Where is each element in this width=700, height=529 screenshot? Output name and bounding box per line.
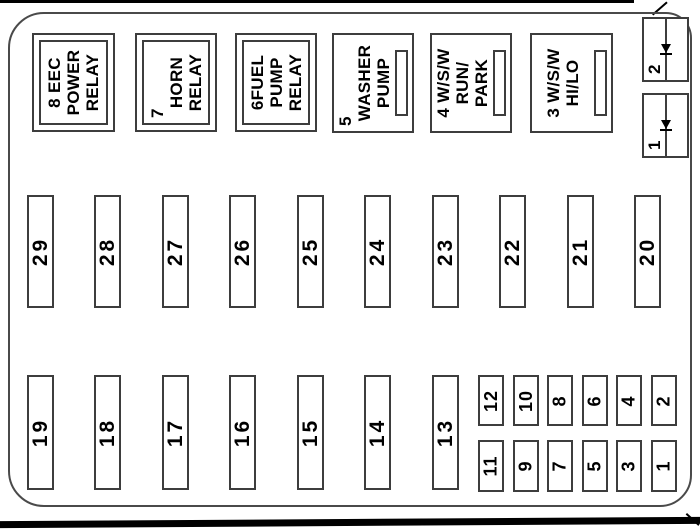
diode-arrow: [661, 120, 671, 129]
diode-icon: [660, 44, 672, 55]
fuse-7: [547, 440, 573, 492]
fuse-15: [297, 375, 324, 490]
bottom-edge-bar: [0, 517, 700, 528]
fuse-slot: [594, 50, 607, 116]
relay-label-rotated: [244, 42, 308, 123]
relay-inner-frame: [142, 40, 210, 125]
relay-label-line: PUMP: [374, 57, 393, 109]
relay-fuel-pump-relay: [235, 33, 317, 132]
fuse-number: 26: [231, 236, 255, 267]
relay-wsw-hi-lo: [530, 33, 613, 133]
relay-label-lines: [532, 35, 594, 131]
fuse-17: [162, 375, 189, 490]
fuse-number: 11: [481, 455, 501, 477]
fuse-14: [364, 375, 391, 490]
fuse-slot: [395, 50, 408, 116]
relay-label-line: 7: [147, 108, 167, 118]
relay-label-rotated: [532, 35, 611, 131]
breaker-content-rotated: [644, 19, 687, 80]
breaker-number: 1: [645, 140, 664, 150]
relay-label-line: POWER: [64, 49, 83, 116]
fuse-number: 8: [549, 394, 570, 407]
relay-inner-frame: [242, 40, 310, 125]
fuse-number: 1: [653, 460, 674, 472]
relay-label-line: 6FUEL: [247, 54, 267, 111]
relay-label-line: RELAY: [185, 53, 205, 112]
fuse-number: 20: [636, 236, 660, 267]
fuse-23: [432, 195, 459, 308]
fuse-number: 15: [299, 417, 323, 448]
fuse-6: [582, 375, 608, 426]
fuse-11: [478, 440, 504, 492]
fuse-number: 19: [29, 417, 53, 448]
fuse-number: 21: [569, 236, 593, 267]
diode-bar: [660, 53, 672, 55]
breaker-2: [642, 17, 689, 82]
fuse-22: [499, 195, 526, 308]
diode-icon: [660, 120, 672, 131]
relay-label-line: RUN/: [453, 61, 472, 105]
diode-arrow: [661, 44, 671, 53]
fuse-8: [547, 375, 573, 426]
relay-label-lines: [334, 35, 395, 131]
relay-label-line: PUMP: [266, 57, 286, 108]
relay-wsw-run-park: [430, 33, 512, 133]
fuse-number: 17: [164, 417, 188, 448]
fuse-27: [162, 195, 189, 308]
fuse-number: 14: [366, 417, 390, 448]
fuse-26: [229, 195, 256, 308]
relay-label-rotated: [144, 42, 208, 123]
diode-bar: [660, 129, 672, 131]
fuse-28: [94, 195, 121, 308]
fuse-9: [513, 440, 539, 492]
fuse-number: 16: [231, 417, 255, 448]
fuse-4: [616, 375, 642, 426]
fuse-number: 29: [29, 236, 53, 267]
fuse-number: 23: [434, 236, 458, 267]
fuse-number: 7: [549, 460, 570, 472]
fuse-29: [27, 195, 54, 308]
fuse-18: [94, 375, 121, 490]
relay-label-line: HI/LO: [563, 59, 582, 107]
relay-horn-relay: [135, 33, 217, 132]
fuse-2: [651, 375, 677, 426]
breaker-number: 2: [645, 64, 664, 74]
fuse-number: 5: [584, 460, 605, 472]
relay-washer-pump: [332, 33, 414, 133]
fuse-number: 4: [618, 394, 639, 407]
fuse-3: [616, 440, 642, 492]
fuse-19: [27, 375, 54, 490]
fuse-24: [364, 195, 391, 308]
relay-label-rotated: [432, 35, 510, 131]
fuse-20: [634, 195, 661, 308]
relay-label-line: 8 EEC: [45, 57, 64, 108]
relay-label-rotated: [41, 42, 106, 123]
relay-label-line: PARK: [472, 58, 491, 108]
fuse-number: 2: [653, 394, 674, 407]
relay-label-line: RELAY: [83, 53, 102, 112]
fuse-number: 25: [299, 236, 323, 267]
fuse-21: [567, 195, 594, 308]
relay-label-line: RELAY: [285, 53, 305, 112]
breaker-content-rotated: [644, 95, 687, 156]
fuse-5: [582, 440, 608, 492]
fuse-number: 12: [481, 389, 501, 412]
fuse-12: [478, 375, 504, 426]
fuse-16: [229, 375, 256, 490]
fuse-13: [432, 375, 459, 490]
fuse-number: 10: [516, 389, 536, 412]
fuse-10: [513, 375, 539, 426]
fuse-number: 22: [501, 236, 525, 267]
relay-eec-power-relay: [32, 33, 115, 132]
fuse-number: 27: [164, 236, 188, 267]
fuse-slot: [493, 50, 506, 116]
fuse-number: 24: [366, 236, 390, 267]
relay-label-line: HORN: [166, 56, 186, 109]
top-edge-bar: [0, 0, 634, 3]
fuse-number: 18: [96, 417, 120, 448]
fuse-number: 3: [618, 460, 639, 472]
fuse-number: 13: [434, 417, 458, 448]
relay-label-lines: [432, 35, 493, 131]
fuse-1: [651, 440, 677, 492]
fuse-25: [297, 195, 324, 308]
relay-label-line: 3 W/S/W: [544, 48, 563, 118]
relay-label-line: WASHER: [355, 44, 374, 122]
relay-inner-frame: [39, 40, 108, 125]
relay-label-line: 4 W/S/W: [434, 48, 453, 118]
relay-label-line: 5: [336, 116, 355, 126]
breaker-1: [642, 93, 689, 158]
fuse-number: 9: [515, 460, 536, 472]
relay-label-rotated: [334, 35, 412, 131]
fuse-number: 28: [96, 236, 120, 267]
fuse-number: 6: [584, 394, 605, 407]
